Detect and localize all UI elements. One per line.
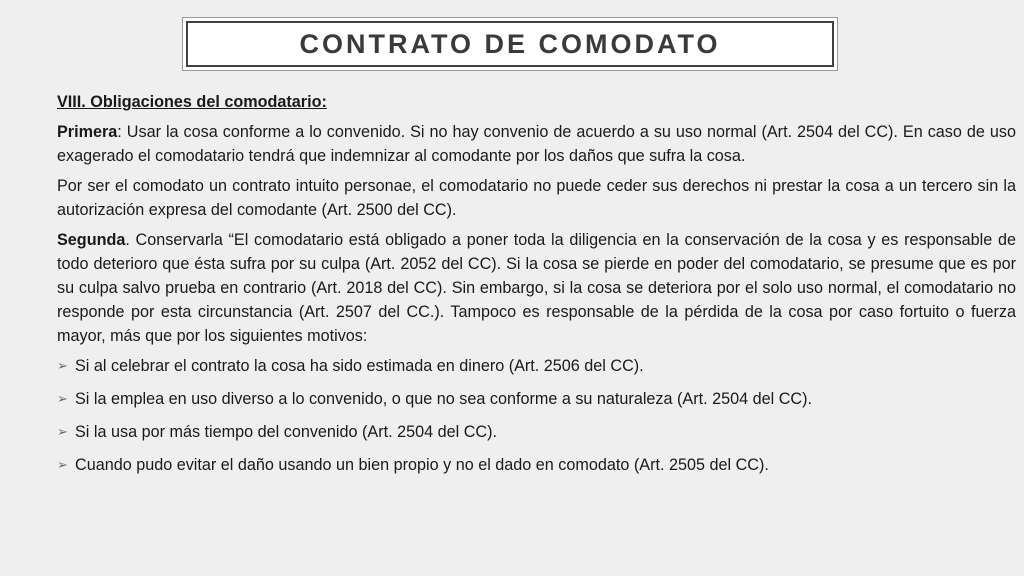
paragraph-primera-lead: Primera — [57, 123, 118, 141]
slide-title: CONTRATO DE COMODATO — [299, 28, 721, 59]
paragraph-primera — [57, 120, 1016, 168]
paragraph-intuito-personae — [57, 174, 1016, 222]
paragraph-intuito-personae-text: Por ser el comodato un contrato intuito personae, el comodatario no puede ceder sus derechos ni prestar la cosa a un tercero sin la autorización expresa del comodante (Art. 2500 del CC). — [57, 177, 1016, 219]
section-heading: VIII. Obligaciones del comodatario: — [57, 93, 327, 111]
list-item-text: Si la usa por más tiempo del convenido (Art. 2504 del CC). — [75, 423, 497, 441]
paragraph-primera-text: : Usar la cosa conforme a lo convenido. Si no hay convenio de acuerdo a su uso normal (Art. 2504 del CC). En caso de uso exagerado el comodatario tendrá que indemnizar al comodante por los daños que sufra la cosa. — [57, 123, 1016, 165]
slide-content — [57, 90, 1016, 486]
list-item — [57, 453, 1016, 477]
paragraph-segunda-text: . Conservarla “El comodatario está obligado a poner toda la diligencia en la conservación de la cosa y es responsable de todo deterioro que ésta sufra por su culpa (Art. 2052 del CC). Si la cosa se pierde en poder del comodatario, se presume que es por su culpa salvo prueba en contrario (Art. 2018 del CC). Sin embargo, si la cosa se deteriora por el solo uso normal, el comodatario no responde por esta circunstancia (Art. 2507 del CC.). Tampoco es responsable de la pérdida de la cosa por caso fortuito o fuerza mayor, más que por los siguientes motivos: — [57, 231, 1016, 345]
arrow-bullet-icon: ➢ — [57, 457, 68, 472]
paragraph-segunda-lead: Segunda — [57, 231, 126, 249]
list-item-text: Cuando pudo evitar el daño usando un bien propio y no el dado en comodato (Art. 2505 del CC). — [75, 456, 769, 474]
list-item — [57, 387, 1016, 411]
title-box — [186, 21, 834, 67]
arrow-bullet-icon: ➢ — [57, 358, 68, 373]
list-item — [57, 354, 1016, 378]
list-item-text: Si la emplea en uso diverso a lo convenido, o que no sea conforme a su naturaleza (Art. 2504 del CC). — [75, 390, 812, 408]
arrow-bullet-icon: ➢ — [57, 391, 68, 406]
bullet-list — [57, 354, 1016, 477]
list-item — [57, 420, 1016, 444]
paragraph-segunda — [57, 228, 1016, 348]
list-item-text: Si al celebrar el contrato la cosa ha sido estimada en dinero (Art. 2506 del CC). — [75, 357, 644, 375]
section-heading-paragraph — [57, 90, 1016, 114]
arrow-bullet-icon: ➢ — [57, 424, 68, 439]
